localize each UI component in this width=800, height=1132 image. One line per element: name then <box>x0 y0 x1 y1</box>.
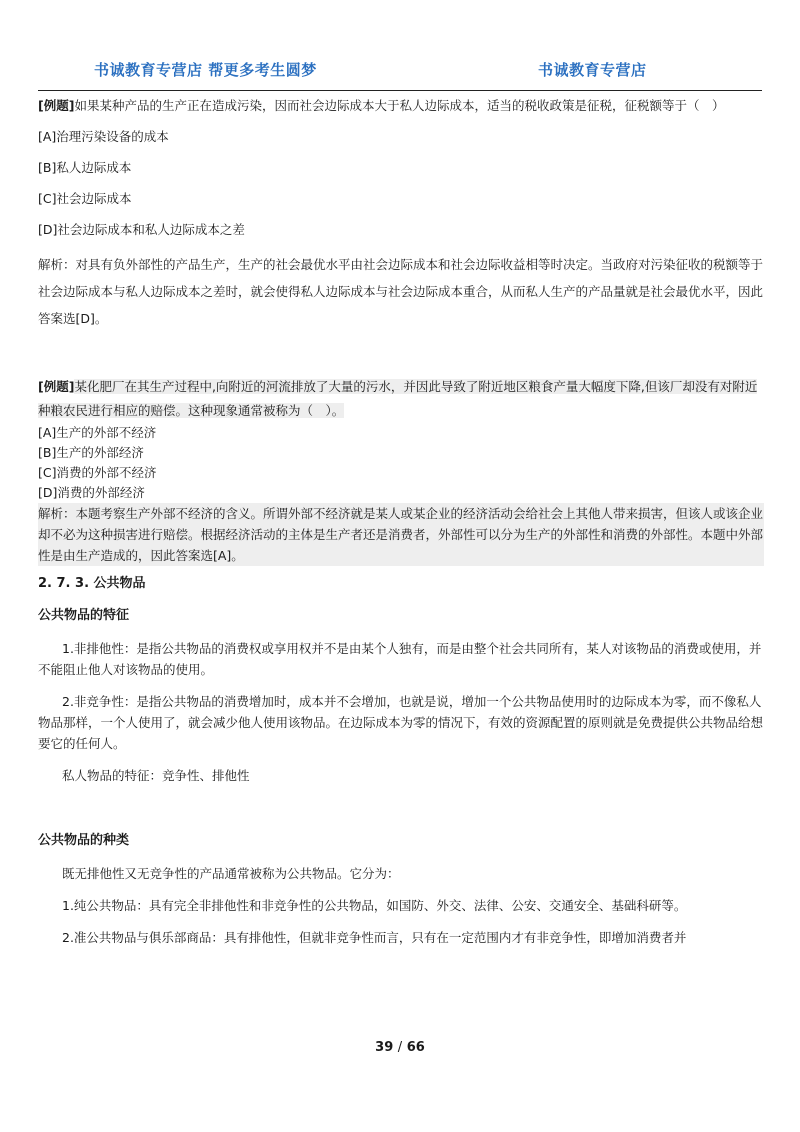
page-separator: / <box>397 1040 403 1055</box>
public-goods-section <box>38 574 764 948</box>
option-c: [C]消费的外部不经济 <box>38 465 157 480</box>
private-goods-features: 私人物品的特征：竞争性、排他性 <box>62 768 250 783</box>
question-analysis: 解析：本题考察生产外部不经济的含义。所谓外部不经济就是某人或某企业的经济活动会给社会上其他人带来损害，但该人或该企业却不必为这种损害进行赔偿。根据经济活动的主体是生产者还是消费者，外部性可以分为生产的外部性和消费的外部性。本题中外部性是由生产造成的，因此答案选[A]。 <box>38 503 764 566</box>
option-b: [B]私人边际成本 <box>38 160 132 175</box>
total-pages: 66 <box>406 1040 425 1055</box>
option-c: [C]社会边际成本 <box>38 191 132 206</box>
option-a: [A]生产的外部不经济 <box>38 425 157 440</box>
example-tag: [例题] <box>38 98 75 113</box>
feature-non-excludability: 1.非排他性：是指公共物品的消费权或享用权并不是由某个人独有，而是由整个社会共同所有，某人对该物品的消费或使用，并不能阻止他人对该物品的使用。 <box>38 641 762 677</box>
option-b: [B]生产的外部经济 <box>38 445 144 460</box>
type-quasi-public-goods: 2.准公共物品与俱乐部商品：具有排他性，但就非竞争性而言，只有在一定范围内才有非竞争性，即增加消费者并 <box>62 930 687 945</box>
features-heading: 公共物品的特征 <box>38 608 130 623</box>
question-stem: [例题]如果某种产品的生产正在造成污染，因而社会边际成本大于私人边际成本，适当的税收政策是征税，征税额等于（ ） <box>38 98 725 113</box>
option-d: [D]社会边际成本和私人边际成本之差 <box>38 222 245 237</box>
header-store-slogan: 书诚教育专营店 帮更多考生圆梦 <box>94 61 317 79</box>
spacer <box>38 797 764 823</box>
option-a: [A]治理污染设备的成本 <box>38 129 169 144</box>
option-d: [D]消费的外部经济 <box>38 485 145 500</box>
question-analysis: 解析：对具有负外部性的产品生产，生产的社会最优水平由社会边际成本和社会边际收益相等时决定。当政府对污染征收的税额等于社会边际成本与私人边际成本之差时，就会使得私人边际成本与社会边际成本重合，从而私人生产的产品量就是社会最优水平，因此答案选[D]。 <box>38 257 764 326</box>
types-heading: 公共物品的种类 <box>38 833 130 848</box>
feature-non-rivalry: 2.非竞争性：是指公共物品的消费增加时，成本并不会增加，也就是说，增加一个公共物品使用时的边际成本为零，而不像私人物品那样，一个人使用了，就会减少他人使用该物品。在边际成本为零的情况下，有效的资源配置的原则就是免费提供公共物品给想要它的任何人。 <box>38 694 764 751</box>
types-intro: 既无排他性又无竞争性的产品通常被称为公共物品。它分为： <box>62 866 400 881</box>
header-store-name: 书诚教育专营店 <box>538 61 647 79</box>
section-heading: 2. 7. 3. 公共物品 <box>38 576 146 591</box>
type-pure-public-goods: 1.纯公共物品：具有完全非排他性和非竞争性的公共物品，如国防、外交、法律、公安、交通安全、基础科研等。 <box>62 898 687 913</box>
question-stem: [例题]某化肥厂在其生产过程中,向附近的河流排放了大量的污水，并因此导致了附近地区粮食产量大幅度下降,但该厂却没有对附近种粮农民进行相应的赔偿。这种现象通常被称为（ ）。 <box>38 379 758 418</box>
page-header <box>38 56 762 91</box>
example-question-2 <box>38 375 764 566</box>
page-number <box>0 1040 800 1055</box>
spacer <box>38 343 764 375</box>
example-question-1 <box>38 96 764 332</box>
document-body <box>38 96 764 959</box>
current-page: 39 <box>375 1040 394 1055</box>
example-tag: [例题] <box>38 379 75 394</box>
